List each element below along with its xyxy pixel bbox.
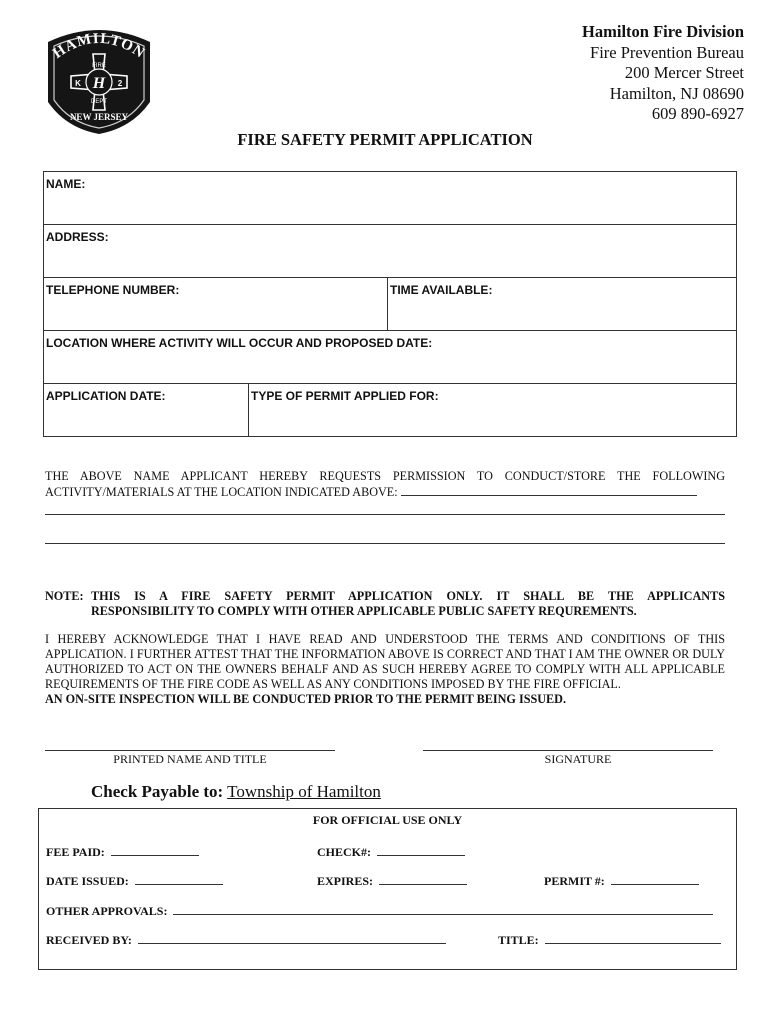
signature-label: SIGNATURE — [544, 752, 612, 766]
official-use-title: FOR OFFICIAL USE ONLY — [312, 813, 463, 827]
application-date-field[interactable]: APPLICATION DATE: — [46, 389, 166, 403]
title-field[interactable]: TITLE: — [498, 932, 721, 948]
logo-fire-text: FIRE — [92, 63, 106, 69]
printed-name-label: PRINTED NAME AND TITLE — [113, 752, 267, 766]
check-payable — [91, 782, 381, 802]
name-field[interactable]: NAME: — [46, 177, 86, 191]
logo-left-mark: K — [75, 79, 81, 88]
signature-line[interactable] — [423, 750, 713, 751]
other-approvals-field[interactable]: OTHER APPROVALS: — [46, 903, 713, 919]
activity-line-1[interactable] — [45, 514, 725, 515]
note-line-1: THIS IS A FIRE SAFETY PERMIT APPLICATION ONLY. IT SHALL BE THE APPLICANTS — [91, 589, 725, 603]
city-state-zip: Hamilton, NJ 08690 — [609, 83, 744, 103]
phone-number: 609 890-6927 — [651, 104, 744, 123]
location-field[interactable]: LOCATION WHERE ACTIVITY WILL OCCUR AND PROPOSED DATE: — [46, 336, 433, 350]
note-line-2: RESPONSIBILITY TO COMPLY WITH OTHER APPLICABLE PUBLIC SAFETY REQUREMENTS. — [91, 604, 637, 618]
fee-paid-field[interactable]: FEE PAID: — [46, 844, 199, 860]
telephone-field[interactable]: TELEPHONE NUMBER: — [46, 283, 180, 297]
time-available-field[interactable]: TIME AVAILABLE: — [387, 278, 736, 330]
activity-materials-line[interactable] — [401, 484, 697, 496]
address-field[interactable]: ADDRESS: — [46, 230, 109, 244]
permit-number-field[interactable]: PERMIT #: — [544, 873, 699, 889]
logo-top-text: HAMILTON — [50, 30, 148, 62]
logo-monogram: H — [92, 75, 106, 92]
page-title: FIRE SAFETY PERMIT APPLICATION — [237, 130, 533, 149]
logo-bottom-text: NEW JERSEY — [69, 112, 129, 122]
department-address — [582, 22, 744, 125]
applicant-form — [43, 171, 737, 437]
permit-type-field[interactable]: TYPE OF PERMIT APPLIED FOR: — [248, 384, 736, 437]
street-address: 200 Mercer Street — [624, 63, 744, 82]
location-row — [44, 331, 736, 384]
received-by-field[interactable]: RECEIVED BY: — [46, 932, 446, 948]
official-use-box — [38, 808, 737, 970]
logo-dept-text: DEPT — [90, 99, 108, 105]
date-issued-field[interactable]: DATE ISSUED: — [46, 873, 223, 889]
bureau-name: Fire Prevention Bureau — [590, 42, 744, 62]
date-type-row — [44, 384, 736, 437]
name-row — [44, 172, 736, 225]
expires-field[interactable]: EXPIRES: — [317, 873, 467, 889]
address-row — [44, 225, 736, 278]
activity-line-2[interactable] — [45, 543, 725, 544]
org-name: Hamilton Fire Division — [582, 22, 744, 41]
inspection-notice: AN ON-SITE INSPECTION WILL BE CONDUCTED PRIOR TO THE PERMIT BEING ISSUED. — [45, 692, 567, 706]
note-label: NOTE: — [45, 589, 84, 603]
check-payable-label: Check Payable to: — [91, 782, 224, 801]
acknowledgement-paragraph: I HEREBY ACKNOWLEDGE THAT I HAVE READ AND UNDERSTOOD THE TERMS AND CONDITIONS OF THIS APPLICATION. I FURTHER ATTEST THAT THE INFORMATION ABOVE IS CORRECT AND THAT I AM THE OWNER OR DULY AUTHORIZED TO ACT ON THE OWNERS BEHALF AND AS SUCH HEREBY AGREE TO COMPLY WITH ALL APPLICABLE REQUIREMENTS OF THE FIRE CODE AS WELL AS ANY CONDITIONS IMPOSED BY THE FIRE OFFICIAL. AN ON-SITE INSPECTION WILL BE CONDUCTED PRIOR TO THE PERMIT BEING ISSUED. — [45, 632, 725, 706]
phone-time-row — [44, 278, 736, 331]
logo-right-mark: 2 — [117, 79, 123, 88]
request-paragraph: THE ABOVE NAME APPLICANT HEREBY REQUESTS PERMISSION TO CONDUCT/STORE THE FOLLOWING ACTIVITY/MATERIALS AT THE LOCATION INDICATED ABOVE: — [45, 469, 725, 499]
check-number-field[interactable]: CHECK#: — [317, 844, 465, 860]
fire-department-badge-icon — [40, 24, 158, 136]
payee-name: Township of Hamilton — [227, 782, 381, 801]
printed-name-line[interactable] — [45, 750, 335, 751]
